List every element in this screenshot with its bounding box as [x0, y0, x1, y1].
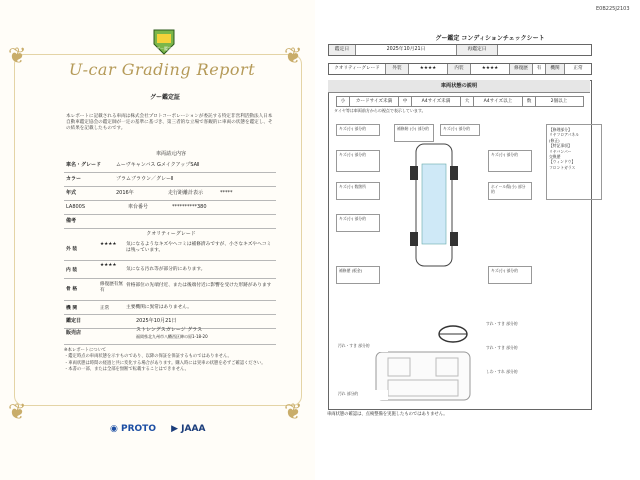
quality-grade-title: クオリティーグレード	[146, 231, 196, 237]
goo-badge-icon	[150, 28, 178, 56]
quality-row-frame: 骨 格 修復歴有無 有 骨格部位の先端付近、または後端付近に影響を受けた形跡があります	[64, 280, 276, 301]
damage-box: キズ(小) 部分的	[336, 124, 380, 136]
interior-note: すれ・すき 部分的	[484, 344, 536, 354]
damage-box: キズ(小) 部分的	[488, 266, 532, 284]
legend-note: タイヤ等は車両前方からの視点で表示しています。	[334, 108, 426, 113]
quality-row-engine: 機 関 正常 主要機関に異常はありません。	[64, 302, 276, 315]
field-row-model: LA800S 車台番号 **********380	[64, 200, 276, 215]
ornament-bottom-right: ❦	[284, 400, 303, 425]
ornament-bottom-left: ❦	[8, 400, 27, 425]
repair-notes: 【修理部分】 リヤフロアパネル (修正) 【特記事項】 リヤバンパー 交換歴 【ウィンドウ】 フロントガラス	[546, 124, 602, 200]
certificate-intro: 本レポートに記載される車両は株式会社プロトコーポレーションが委託する特定非営利活動法人日本自動車鑑定協会の鑑定師が一定の基準に基づき、第三者的な立場で客観的に車両の状態を鑑定し、その結果を記載したものです。	[66, 114, 273, 132]
grading-certificate	[0, 0, 315, 480]
damage-box: ホイール傷(小) 部分的	[488, 182, 532, 200]
steering-wheel-icon	[436, 324, 470, 344]
document-id: E0B225J2103	[596, 6, 630, 12]
ornament-top-right: ❦	[284, 44, 303, 69]
interior-note: 汚れ・すき 部分的	[336, 342, 388, 352]
jaaa-logo: ▶ JAAA	[171, 424, 206, 434]
interior-note: しわ・すれ 部分的	[484, 368, 536, 378]
certificate-notes: ※本レポートについて ・鑑定時点の車両状態を示すものであり、以降の保証を保証するものではありません。 ・車両状態は時間の経過と共に変化する場合があります。購入時には実車の状態を必ずご確認ください。 ・本書の一部、または全部を無断で転載することはできません。	[64, 348, 266, 373]
report-title: U-car Grading Report	[68, 60, 256, 79]
inspection-date-row: 鑑定日 2025年10月21日	[64, 314, 276, 329]
car-diagram-icon	[410, 140, 458, 270]
damage-box: 補修跡 (小) 部分的	[394, 124, 434, 142]
sheet-footer-note: 車両状態の確認は、点検整備を実施したものではありません。	[327, 412, 448, 417]
basic-info-title: 車両請元内容	[155, 151, 186, 157]
field-row-remarks: 備考	[64, 214, 276, 229]
sheet-header-table: 鑑定日 2025年10月21日 再鑑定日	[328, 44, 592, 56]
quality-row-exterior: 外 装 ★★★★ 気になるようなキズやヘコミは補修済みですが、小さなキズやヘコミは残っています。	[64, 240, 276, 261]
damage-box: 補修歴 (板金)	[336, 266, 380, 284]
damage-box: キズ(小) 数箇所	[336, 182, 380, 200]
proto-logo: ◉ PROTO	[110, 424, 156, 434]
badge-text: グー鑑定	[156, 46, 172, 51]
damage-box: キズ(小) 部分的	[488, 150, 532, 172]
footer-logos	[110, 424, 205, 434]
quality-row-interior: 内 装 ★★★★ 気になる汚れ等が部分的にあります。	[64, 262, 276, 279]
damage-box: キズ(小) 部分的	[440, 124, 480, 136]
certificate-name: グー鑑定証	[149, 94, 180, 101]
sheet-title: グー鑑定 コンディションチェックシート	[435, 35, 545, 42]
interior-note: 汚れ 部分的	[336, 390, 388, 400]
field-row-name: 車名・グレード ムーヴキャンバス GメイクアップSAⅡ	[64, 158, 276, 173]
vehicle-state-title: 車両状態の説明	[328, 80, 590, 93]
field-row-color: カラー ブラムブラウン／グレーⅡ	[64, 172, 276, 187]
interior-note: すれ・すき 部分的	[484, 320, 536, 330]
damage-box: キズ(小) 部分的	[336, 150, 380, 172]
grade-summary-table: クオリティーグレード 外装 ★★★★ 内装 ★★★★ 修復歴 有 機関 正常	[328, 63, 592, 75]
field-row-year: 年式 2016年 走行距離計表示 *****	[64, 186, 276, 201]
ornament-top-left: ❦	[8, 44, 27, 69]
damage-box: キズ(小) 部分的	[336, 214, 380, 232]
dealer-row: 販売店 ストレングスガレージ グラス 福岡県北九州市八幡西区陣の原1-18-20	[64, 326, 276, 345]
damage-size-legend: 小 カードサイズ未満 中 A4サイズ未満 大 A4サイズ以上 数 2個以上	[336, 96, 584, 107]
